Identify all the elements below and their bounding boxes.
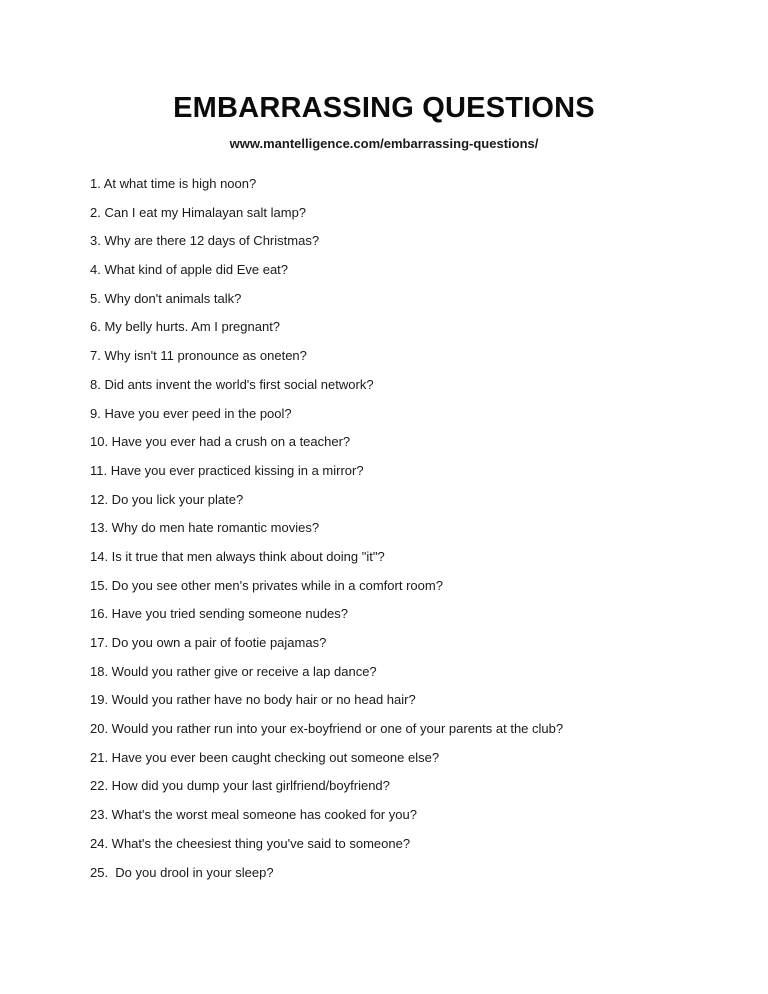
question-item: 10. Have you ever had a crush on a teacher? [90,434,351,450]
question-item: 17. Do you own a pair of footie pajamas? [90,635,327,650]
question-item: 20. Would you rather run into your ex-boyfriend or one of your parents at the club? [90,721,564,737]
question-item: 25. Do you drool in your sleep? [90,864,274,880]
question-item: 1. At what time is high noon? [90,176,257,191]
question-item: 15. Do you see other men's privates while in a comfort room? [90,577,443,593]
question-item: 6. My belly hurts. Am I pregnant? [90,319,281,335]
question-item: 13. Why do men hate romantic movies? [90,520,320,536]
question-item: 2. Can I eat my Himalayan salt lamp? [90,204,307,220]
question-item: 5. Why don't animals talk? [90,290,242,306]
question-item: 21. Have you ever been caught checking out someone else? [90,749,440,765]
question-item: 3. Why are there 12 days of Christmas? [90,233,320,249]
source-url: www.mantelligence.com/embarrassing-questions/ [229,136,539,151]
question-item: 16. Have you tried sending someone nudes? [90,606,349,622]
question-item: 9. Have you ever peed in the pool? [90,405,292,421]
question-item: 12. Do you lick your plate? [90,491,244,507]
question-item: 22. How did you dump your last girlfriend/boyfriend? [90,778,390,794]
question-item: 4. What kind of apple did Eve eat? [90,262,289,278]
question-item: 23. What's the worst meal someone has cooked for you? [90,807,417,823]
question-item: 19. Would you rather have no body hair or no head hair? [90,692,416,708]
question-item: 7. Why isn't 11 pronounce as oneten? [90,348,307,364]
question-item: 24. What's the cheesiest thing you've said to someone? [90,835,411,851]
question-item: 11. Have you ever practiced kissing in a mirror? [90,462,364,478]
question-item: 18. Would you rather give or receive a lap dance? [90,663,377,679]
question-list [90,174,563,891]
page-title: EMBARRASSING QUESTIONS [173,92,595,124]
question-item: 14. Is it true that men always think about doing "it"? [90,548,385,564]
question-item: 8. Did ants invent the world's first social network? [90,376,374,392]
